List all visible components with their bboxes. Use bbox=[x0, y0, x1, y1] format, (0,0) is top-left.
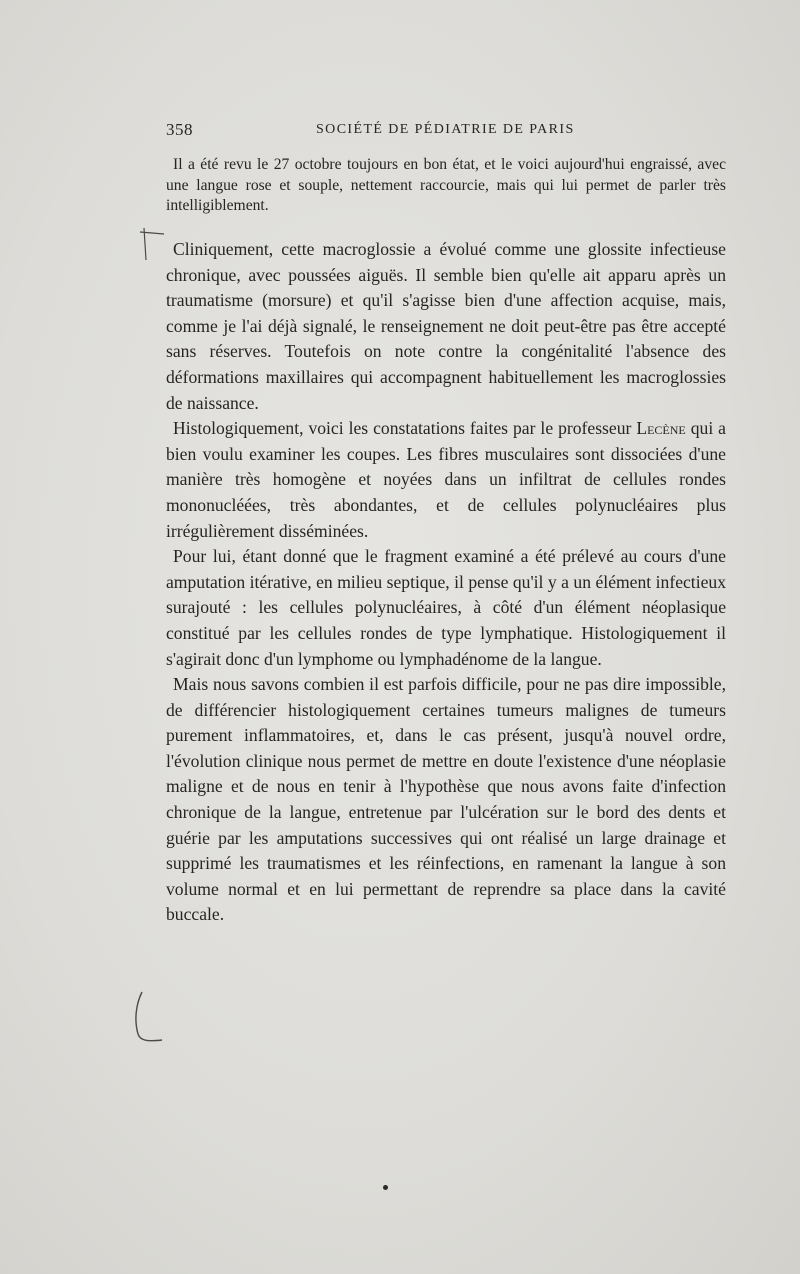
intro-paragraph: Il a été revu le 27 octobre toujours en bon état, et le voici aujourd'hui engraissé, avec une langue rose et souple, nettement raccourcie, mais qui lui permet de parler très intelligiblement. bbox=[166, 156, 726, 214]
professor-name: Lecène bbox=[636, 418, 686, 439]
intro-paragraph-block bbox=[166, 155, 726, 217]
paragraph-histology bbox=[166, 416, 726, 544]
running-head: SOCIÉTÉ DE PÉDIATRIE DE PARIS bbox=[316, 122, 575, 137]
paragraph-clinical: Cliniquement, cette macroglossie a évolué comme une glossite infectieuse chronique, avec poussées aiguës. Il semble bien qu'elle ait apparu après un traumatisme (morsure) et qu'il s'agisse bien d'une affection acquise, mais, comme je l'ai déjà signalé, le renseignement ne doit peut-être pas être accepté sans réserves. Toutefois on note contre la congénitalité l'absence des déformations maxillaires qui accompagnent habituellement les macroglossies de naissance. bbox=[166, 239, 726, 413]
paragraph-histology-end: qui a bien voulu examiner les coupes. Les fibres musculaires sont dissociées d'une manière très homogène et noyées dans un infiltrat de cellules rondes mononucléées, très abondantes, et de cellules polynucléaires plus irrégulièrement disséminées. bbox=[166, 418, 726, 541]
page-number: 358 bbox=[166, 120, 193, 139]
paragraph-interpretation: Pour lui, étant donné que le fragment examiné a été prélevé au cours d'une amputation itérative, en milieu septique, il pense qu'il y a un élément infectieux surajouté : les cellules polynucléaires, à côté d'un élément néoplasique constitué par les cellules rondes de type lymphatique. Histologiquement il s'agirait donc d'un lymphome ou lymphadénome de la langue. bbox=[166, 546, 726, 669]
main-text-block bbox=[166, 237, 726, 928]
paragraph-histology-start: Histologiquement, voici les constatations faites par le professeur bbox=[173, 418, 637, 439]
margin-pencil-bracket bbox=[128, 990, 168, 1046]
paragraph-conclusion: Mais nous savons combien il est parfois difficile, pour ne pas dire impossible, de différencier histologiquement certaines tumeurs malignes de tumeurs purement inflammatoires, et, dans le cas présent, jusqu'à nouvel ordre, l'évolution clinique nous permet de mettre en doute l'existence d'une néoplasie maligne et de nous en tenir à l'hypothèse que nous avons faite d'infection chronique de la langue, entretenue par l'ulcération sur le bord des dents et guérie par les amputations successives qui ont réalisé un large drainage et supprimé les traumatismes et les réinfections, en ramenant la langue à son volume normal et en lui permettant de reprendre sa place dans la cavité buccale. bbox=[166, 674, 726, 925]
page-header bbox=[166, 120, 724, 142]
margin-pencil-mark-top bbox=[138, 222, 168, 262]
page-speck bbox=[383, 1185, 388, 1190]
